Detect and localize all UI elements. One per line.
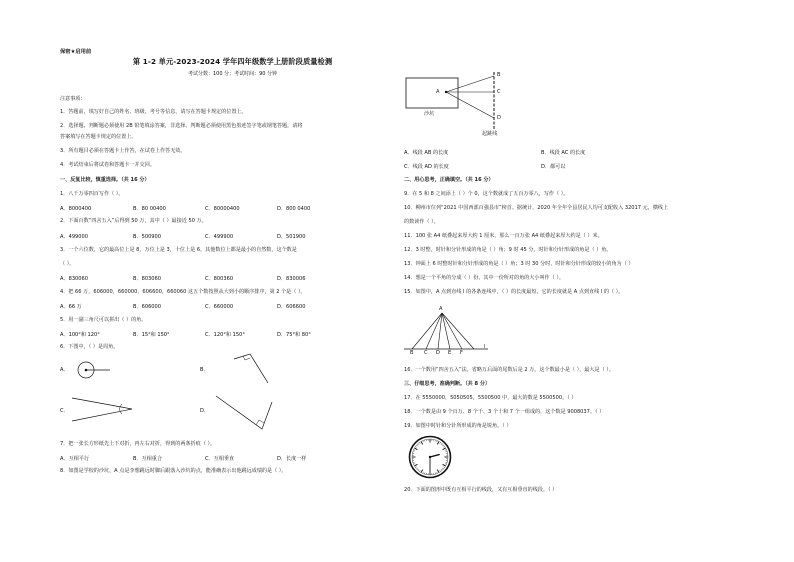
q5-option-c[interactable]: C．120°和 150° — [205, 332, 245, 338]
q4-option-c[interactable]: C．660000 — [205, 304, 234, 310]
note-item: 2．选择题、判断题必须使用 2B 铅笔填涂答案，非选择、判断题必须使用黑色墨迹签字笔或钢笔答题，请将 — [60, 123, 303, 129]
question-16: 16．一个数用“四舍五入”法，省略万后面的尾数后是 2 万，这个数最小是（ ），最大是（ ）。 — [404, 367, 614, 373]
q6-option-d[interactable]: D． — [200, 408, 210, 414]
q7-option-b[interactable]: B．互相重合 — [133, 456, 162, 462]
q1-option-c[interactable]: C．80000400 — [205, 206, 240, 212]
note-item: 3．所有题目必须在答题卡上作答，在试卷上作答无效。 — [60, 148, 186, 154]
question-5: 5．用一副三角尺可以拼出（ ）的角。 — [60, 317, 147, 323]
q1-option-a[interactable]: A．8000400 — [60, 206, 92, 212]
question-10-cont: 的数读作（ ）。 — [404, 219, 439, 225]
question-1: 1．八千万零四百写作（ ）。 — [60, 191, 124, 197]
question-14: 14．想是一个平角的分成（ ）份，其中一份所对的角的大小叫作（ ）。 — [404, 275, 564, 281]
q6-option-a[interactable]: A． — [60, 367, 69, 373]
fig15-label-l: l — [484, 344, 486, 350]
q7-option-a[interactable]: A．互相平行 — [60, 456, 89, 462]
notes-heading: 注意事项： — [60, 96, 86, 102]
section1-heading: 一、反复比较，慎重选择。（共 16 分） — [60, 177, 150, 183]
q2-option-a[interactable]: A．499000 — [60, 234, 89, 240]
question-17: 17．在 5550000，5050505，5500500 中，最大的数是 5500500。（ ） — [404, 395, 577, 401]
q6-figure-a — [74, 360, 114, 382]
q6-figure-d — [212, 392, 272, 432]
q4-option-d[interactable]: D．606600 — [277, 304, 306, 310]
fig15-label-a: A — [439, 306, 443, 312]
exam-title: 第 1-2 单元-2023-2024 学年四年级数学上册阶段质量检测 — [132, 57, 333, 66]
fig8-sandpit-label: 沙坑 — [424, 111, 435, 117]
question-2: 2．下面百数“四舍五入”后得到 50 万，其中（ ）最接近 50 万。 — [60, 218, 207, 224]
q5-option-a[interactable]: A．100°和 120° — [60, 332, 100, 338]
fig15-label-e: E — [448, 350, 452, 356]
fig15-label-c: C — [424, 350, 428, 356]
q4-option-b[interactable]: B．606000 — [133, 304, 162, 310]
question-13: 13．钟面上 6 时整时针和分针形成的角是（ ）角；3 时 30 分时，时针和分针形成的较小的角为（ ） — [404, 261, 634, 267]
q5-option-d[interactable]: D．75°和 80° — [277, 332, 311, 338]
question-18: 18．一个数是由 9 个百万、8 个千、3 个十和 7 个一组成的，这个数是 9008037。（ ） — [404, 409, 605, 415]
question-6: 6．下图中，（ ）是周角。 — [60, 344, 119, 350]
q7-option-c[interactable]: C．互相垂直 — [205, 456, 235, 462]
q6-figure-c — [72, 395, 134, 425]
question-8: 8．如图是学校的沙坑，A 点是李想跳远时脚后跟落入沙坑的点，能准确表示出他跳远成绩的是（ ）。 — [60, 468, 287, 474]
q3-option-a[interactable]: A．830060 — [60, 276, 89, 282]
section2-heading: 二、用心思考，正确填空。（共 16 分） — [404, 177, 494, 183]
question-10: 10．柳州市位列“2021 中国西部百强县市”榜首。据统计，2020 年全年全县居民人均可支配收入 32017 元，横线上 — [404, 205, 669, 211]
q2-option-c[interactable]: C．499900 — [205, 234, 234, 240]
q2-option-b[interactable]: B．500900 — [133, 234, 162, 240]
q8-option-d[interactable]: D．都可以 — [541, 164, 566, 170]
q6-option-c[interactable]: C． — [60, 408, 69, 414]
fig8-label-d: D — [497, 115, 501, 121]
fig8-label-b: B — [497, 72, 501, 78]
fig15-label-b: B — [410, 350, 414, 356]
question-3: 3．一个六位数，它的最高位上是 8，万位上是 3，十位上是 6，其他数位上都是最小的自然数，这个数是 — [60, 247, 297, 253]
question-20: 20．下面的图形中既有互相平行的线段，又有互相垂直的线段。（ ） — [404, 487, 558, 493]
question-3-cont: （ ）。 — [60, 261, 75, 267]
question-15: 15．如图中，A 点到直线 l 的各条连线中，（ ）的长度最短，它的长度就是 A 点到直线 l 的（ ）。 — [404, 289, 624, 295]
question-12: 12．3 时整，时针和分针形成的角是（ ）角；9 时 45 分，时针和分针形成的角是（ ）角。 — [404, 247, 612, 253]
question-19: 19．如图中时针和分针所形成的角是锐角。（ ） — [404, 423, 512, 429]
q1-option-b[interactable]: B．80 00400 — [133, 206, 166, 212]
confidential-label: 保密★启用前 — [60, 49, 92, 55]
fig8-startline-label: 起跳线 — [482, 131, 498, 137]
q4-option-a[interactable]: A．66 万 — [60, 304, 82, 310]
q8-option-b[interactable]: B．线段 AC 的长度 — [541, 150, 586, 156]
fig15-label-d: D — [436, 350, 440, 356]
question-7: 7．把一张长方形纸先上下对折，再左右对折，得到的两条折痕（ ）。 — [60, 441, 216, 447]
q3-option-d[interactable]: D．830006 — [277, 276, 306, 282]
section3-heading: 三、仔细思考，准确判断。（共 8 分） — [404, 381, 491, 387]
note-item: 4．考试结束后将试卷和答题卡一并交回。 — [60, 162, 155, 168]
q8-figure — [404, 70, 514, 146]
note-item: 答案填写在答题卡规定的位置上。 — [60, 134, 137, 140]
q5-option-b[interactable]: B．15°和 150° — [133, 332, 170, 338]
question-11: 11．100 张 A4 纸叠起来厚大约 1 厘米，那么一百万张 A4 纸叠起来厚大约是（ ）米。 — [404, 233, 603, 239]
q7-option-d[interactable]: D．长度一样 — [277, 456, 307, 462]
note-item: 1．答题前，填写好自己的姓名、班级、考号等信息，请写在答题卡规定的位置上。 — [60, 109, 247, 115]
q8-option-c[interactable]: C．线段 AD 的长度 — [404, 164, 449, 170]
q3-option-b[interactable]: B．803060 — [133, 276, 162, 282]
question-9: 9．在 5 和 8 之间添上（ ）个 0，这个数就成了五百万零八，写作（ ）。 — [404, 191, 569, 197]
fig8-label-c: C — [497, 89, 501, 95]
q6-figure-b — [210, 353, 270, 385]
q3-option-c[interactable]: C．800360 — [205, 276, 234, 282]
fig15-label-f: F — [460, 350, 463, 356]
q1-option-d[interactable]: D．800 0400 — [277, 206, 311, 212]
q8-option-a[interactable]: A．线段 AB 的长度 — [404, 150, 449, 156]
q2-option-d[interactable]: D．501900 — [277, 234, 306, 240]
clock-figure — [408, 435, 452, 479]
question-4: 4．把 66 万，606000，660000，606600，660060 这五个数按照从大到小的顺序排序，第 2 个是（ ）。 — [60, 289, 306, 295]
exam-subtitle: 考试分数：100 分；考试时间：90 分钟 — [187, 71, 278, 77]
fig8-label-a: A — [436, 89, 440, 95]
q6-option-b[interactable]: B． — [200, 367, 209, 373]
